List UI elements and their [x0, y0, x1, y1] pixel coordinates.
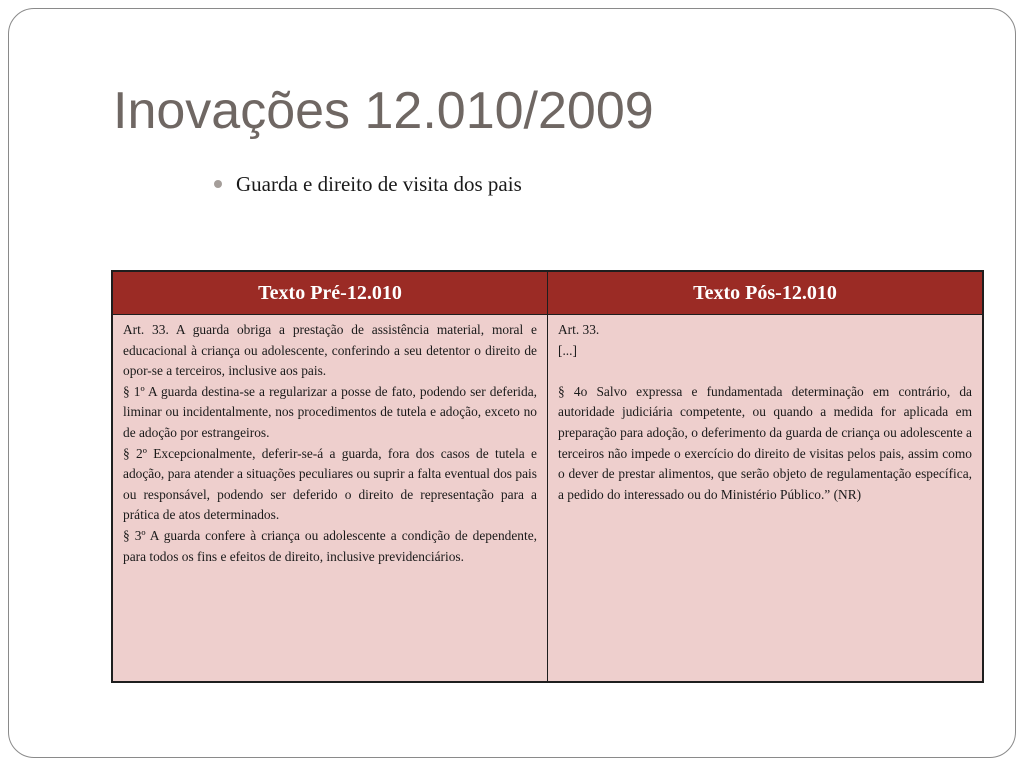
- header-row: [112, 271, 983, 315]
- bullet-text: Guarda e direito de visita dos pais: [236, 172, 522, 196]
- post-law-paragraph: [...]: [558, 342, 577, 358]
- post-law-paragraph: Art. 33.: [558, 322, 600, 337]
- header-post-law: Texto Pós-12.010: [548, 271, 984, 315]
- header-pre-law: Texto Pré-12.010: [112, 271, 548, 315]
- bullet-list: [214, 168, 522, 200]
- pre-law-paragraph: § 3º A guarda confere à criança ou adolescente a condição de dependente, para todos os fins e efeitos de direito, inclusive previdenciários.: [123, 527, 537, 564]
- cell-pre-law: [112, 315, 548, 683]
- bullet-item: [214, 168, 522, 200]
- cell-post-law: [548, 315, 984, 683]
- post-law-spacer: [558, 361, 972, 382]
- pre-law-paragraph: § 1º A guarda destina-se a regularizar a posse de fato, podendo ser deferida, liminar ou incidentalmente, nos procedimentos de tutela e adoção, exceto no de adoção por estrangeiros.: [123, 383, 537, 440]
- post-law-paragraph: § 4o Salvo expressa e fundamentada determinação em contrário, da autoridade judiciária competente, ou quando a medida for aplicada em preparação para adoção, o deferimento da guarda de criança ou adolescente a terceiros não impede o exercício do direito de visitas pelos pais, assim como o dever de prestar alimentos, que serão objeto de regulamentação específica, a pedido do interessado ou do Ministério Público.” (NR): [558, 383, 972, 502]
- content-row: [112, 315, 983, 683]
- slide-title: Inovações 12.010/2009: [113, 82, 654, 140]
- pre-law-paragraph: Art. 33. A guarda obriga a prestação de assistência material, moral e educacional à criança ou adolescente, conferindo a seu detentor o direito de opor-se a terceiros, inclusive aos pais.: [123, 322, 537, 379]
- pre-law-paragraph: § 2º Excepcionalmente, deferir-se-á a guarda, fora dos casos de tutela e adoção, para atender a situações peculiares ou suprir a falta eventual dos pais ou responsável, podendo ser deferido o direito de representação para a prática de atos determinados.: [123, 445, 537, 523]
- bullet-dot-icon: [214, 180, 222, 188]
- comparison-table: [111, 270, 984, 683]
